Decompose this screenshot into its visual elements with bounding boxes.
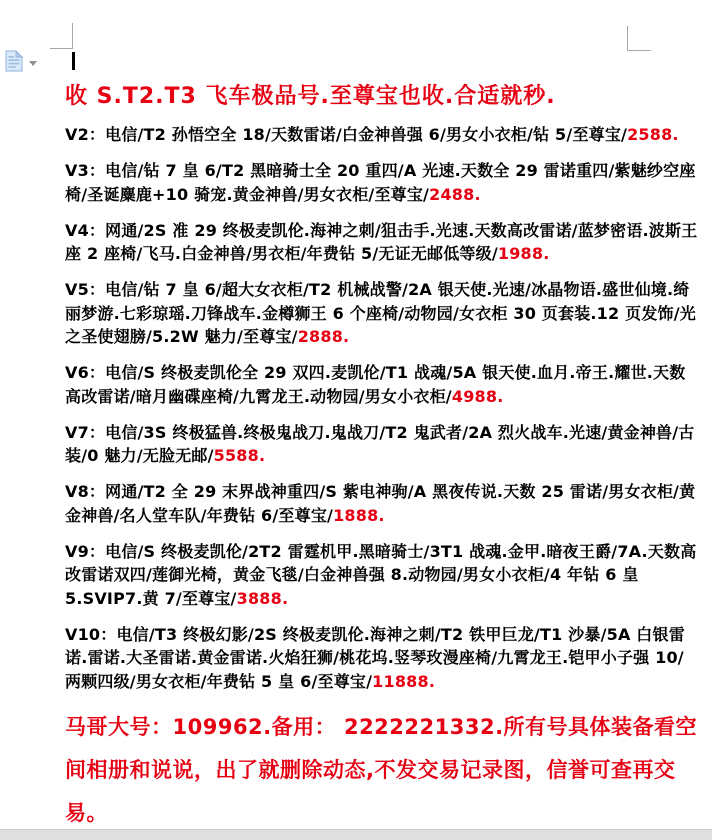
listing-v6[interactable]	[65, 361, 699, 408]
listing-v10[interactable]	[65, 623, 699, 694]
listing-body: V4：网通/2S 准 29 终极麦凯伦.海神之刺/狙击手.光速.天数高改雷诺/蓝梦密语.波斯王座 2 座椅/飞马.白金神兽/男衣柜/年费钻 5/无证无邮低等级/	[65, 220, 698, 263]
dropdown-arrow-icon[interactable]	[29, 61, 37, 66]
listing-body: V9：电信/S 终极麦凯伦/2T2 雷霆机甲.黑暗骑士/3T1 战魂.金甲.暗夜王爵/7A.天数高改雷诺双四/莲御光椅，黄金飞毯/白金神兽强 8.动物园/男女小衣柜/4 年钻 6 皇 5.SVIP7.黄 7/至尊宝/	[65, 541, 697, 608]
document-content[interactable]	[65, 84, 699, 835]
text-boundary-mark-top-left	[50, 23, 73, 49]
listing-price: 5588.	[213, 446, 266, 465]
listing-price: 1888.	[333, 505, 385, 525]
text-boundary-mark-top-right	[627, 26, 651, 51]
listing-v9[interactable]	[65, 540, 699, 611]
listing-price: 1988.	[497, 244, 550, 263]
listing-v2[interactable]	[65, 123, 699, 147]
document-icon	[4, 50, 24, 72]
listing-v4[interactable]	[65, 219, 699, 266]
listing-price: 2888.	[297, 327, 350, 346]
listing-body: V7：电信/3S 终极猛兽.终极鬼战刀.鬼战刀/T2 鬼武者/2A 烈火战车.光速/黄金神兽/古装/0 魅力/无脸无邮/	[65, 422, 695, 465]
paste-options-button[interactable]	[4, 50, 37, 72]
listing-price: 2588.	[627, 125, 679, 144]
listing-v7[interactable]	[65, 421, 699, 468]
listing-v3[interactable]	[65, 159, 699, 206]
listing-price: 4988.	[451, 386, 504, 406]
listing-body: V8：网通/T2 全 29 末界战神重四/S 紫电神驹/A 黑夜传说.天数 25 雷诺/男女衣柜/黄金神兽/名人堂车队/年费钻 6/至尊宝/	[65, 482, 696, 525]
listing-price: 3888.	[236, 588, 289, 608]
footer-contact-note[interactable]: 马哥大号：109962.备用： 2222221332.所有号具体装备看空间相册和说说，出了就删除动态,不发交易记录图，信誉可查再交易。	[65, 714, 698, 825]
listing-v8[interactable]	[65, 480, 699, 527]
listing-body: V10：电信/T3 终极幻影/2S 终极麦凯伦.海神之刺/T2 铁甲巨龙/T1 沙暴/5A 白银雷诺.雷诺.大圣雷诺.黄金雷诺.火焰狂狮/桃花坞.竖琴玫漫座椅/九霄龙王.铠甲小子强 10/两颗四级/男女衣柜/年费钻 5 皇 6/至尊宝/	[65, 624, 685, 691]
listing-body: V5：电信/钻 7 皇 6/超大女衣柜/T2 机械战警/2A 银天使.光速/冰晶物语.盛世仙境.绮丽梦游.七彩琼瑶.刀锋战车.金樽狮王 6 个座椅/动物园/女衣柜 30 页套装.12 页发饰/光之圣使翅膀/5.2W 魅力/至尊宝/	[65, 280, 696, 346]
listing-body: V3：电信/钻 7 皇 6/T2 黑暗骑士全 20 重四/A 光速.天数全 29 雷诺重四/紫魅纱空座椅/圣诞麋鹿+10 骑宠.黄金神兽/男女衣柜/至尊宝/	[65, 161, 696, 204]
listing-price: 2488.	[429, 184, 481, 204]
listing-price: 11888.	[372, 671, 436, 691]
listing-body: V6：电信/S 终极麦凯伦全 29 双四.麦凯伦/T1 战魂/5A 银天使.血月.帝王.耀世.天数高改雷诺/暗月幽碟座椅/九霄龙王.动物园/男女小衣柜/	[65, 363, 686, 406]
text-cursor	[72, 52, 75, 70]
listing-body: V2：电信/T2 孙悟空全 18/天数雷诺/白金神兽强 6/男女小衣柜/钻 5/至尊宝/	[65, 125, 628, 144]
listing-v5[interactable]	[65, 278, 699, 349]
page-title[interactable]: 收 S.T2.T3 飞车极品号.至尊宝也收.合适就秒.	[65, 84, 556, 109]
page-bottom-gap	[0, 829, 712, 840]
